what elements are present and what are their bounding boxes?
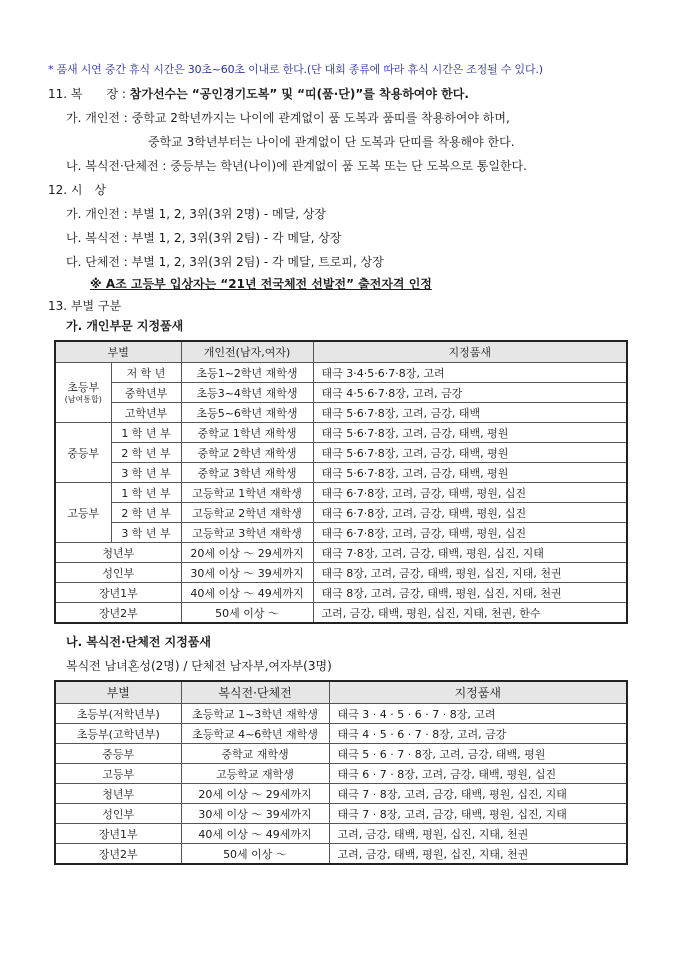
section-13-b-subtitle: 복식전 남녀혼성(2명) / 단체전 남자부,여자부(3명) — [66, 659, 332, 673]
poomsae-list: 태극 5·6·7·8장, 고려, 금강, 태백 — [313, 403, 627, 423]
eligibility: 30세 이상 ～ 39세까지 — [181, 563, 313, 583]
poomsae-list: 고려, 금강, 태백, 평원, 십진, 지태, 천권 — [329, 824, 627, 844]
eligibility: 20세 이상 ～ 29세까지 — [181, 784, 329, 804]
section-11-item-a: 가. 개인전 : 중학교 2학년까지는 나이에 관계없이 품 도복과 품띠를 착용하여야 하며, — [66, 111, 510, 125]
eligibility: 고등학교 재학생 — [181, 764, 329, 784]
section-13-b-title: 나. 복식전·단체전 지정품새 — [66, 635, 211, 649]
pair-team-poomsae-table — [54, 680, 628, 865]
section-12-note: ※ A조 고등부 입상자는 “21년 전국체전 선발전” 출전자격 인정 — [90, 277, 432, 291]
section-12-item-b: 나. 복식전 : 부별 1, 2, 3위(3위 2팀) - 각 메달, 상장 — [66, 231, 342, 245]
sub-division: 1 학 년 부 — [111, 483, 181, 503]
table-row — [55, 583, 627, 603]
table-header-row — [55, 681, 627, 704]
division: 장년2부 — [55, 844, 181, 865]
section-11-item-b: 나. 복식전·단체전 : 중등부는 학년(나이)에 관계없이 품 도복 또는 단 도복으로 통일한다. — [66, 159, 527, 173]
table-row — [55, 724, 627, 744]
eligibility: 중학교 2학년 재학생 — [181, 443, 313, 463]
sub-division: 고학년부 — [111, 403, 181, 423]
eligibility: 20세 이상 ～ 29세까지 — [181, 543, 313, 563]
eligibility: 초등1~2학년 재학생 — [181, 363, 313, 383]
group-elementary — [55, 363, 111, 423]
eligibility: 40세 이상 ～ 49세까지 — [181, 824, 329, 844]
eligibility: 초등3~4학년 재학생 — [181, 383, 313, 403]
eligibility: 30세 이상 ～ 39세까지 — [181, 804, 329, 824]
eligibility: 중학교 재학생 — [181, 744, 329, 764]
header-division: 부별 — [55, 341, 181, 363]
poomsae-list: 고려, 금강, 태백, 평원, 십진, 지태, 천권 — [329, 844, 627, 865]
eligibility: 고등학교 1학년 재학생 — [181, 483, 313, 503]
eligibility: 50세 이상 ～ — [181, 603, 313, 624]
poomsae-list: 태극 7 · 8장, 고려, 금강, 태백, 평원, 십진, 지태 — [329, 804, 627, 824]
table-row — [55, 804, 627, 824]
table-row — [55, 844, 627, 865]
section-13-a-title: 가. 개인부문 지정품새 — [66, 319, 184, 333]
table-row — [55, 824, 627, 844]
group-middle: 중등부 — [55, 423, 111, 483]
poomsae-list: 고려, 금강, 태백, 평원, 십진, 지태, 천권, 한수 — [313, 603, 627, 624]
table-row — [55, 403, 627, 423]
header-poomsae: 지정품새 — [329, 681, 627, 704]
rest-time-notice: * 품새 시연 중간 휴식 시간은 30초~60초 이내로 한다.(단 대회 종류에 따라 휴식 시간은 조정될 수 있다.) — [48, 63, 543, 76]
table-row — [55, 423, 627, 443]
table-header-row — [55, 341, 627, 363]
table-row — [55, 523, 627, 543]
poomsae-list: 태극 3·4·5·6·7·8장, 고려 — [313, 363, 627, 383]
division: 고등부 — [55, 764, 181, 784]
section-12-heading: 12. 시 상 — [48, 183, 107, 197]
table-row — [55, 443, 627, 463]
division: 장년1부 — [55, 824, 181, 844]
table-row — [55, 543, 627, 563]
poomsae-list: 태극 5 · 6 · 7 · 8장, 고려, 금강, 태백, 평원 — [329, 744, 627, 764]
sub-division: 저 학 년 — [111, 363, 181, 383]
table-row — [55, 363, 627, 383]
header-pair-team: 복식전·단체전 — [181, 681, 329, 704]
eligibility: 중학교 3학년 재학생 — [181, 463, 313, 483]
division: 청년부 — [55, 784, 181, 804]
poomsae-list: 태극 6 · 7 · 8장, 고려, 금강, 태백, 평원, 십진 — [329, 764, 627, 784]
table-row — [55, 503, 627, 523]
table-row — [55, 603, 627, 624]
section-12-item-c: 다. 단체전 : 부별 1, 2, 3위(3위 2팀) - 각 메달, 트로피, 상장 — [66, 255, 384, 269]
division: 장년1부 — [55, 583, 181, 603]
header-division: 부별 — [55, 681, 181, 704]
header-individual: 개인전(남자,여자) — [181, 341, 313, 363]
division: 성인부 — [55, 563, 181, 583]
division: 청년부 — [55, 543, 181, 563]
poomsae-list: 태극 7·8장, 고려, 금강, 태백, 평원, 십진, 지태 — [313, 543, 627, 563]
poomsae-list: 태극 8장, 고려, 금강, 태백, 평원, 십진, 지태, 천권 — [313, 563, 627, 583]
table-row — [55, 704, 627, 724]
table-row — [55, 463, 627, 483]
poomsae-list: 태극 6·7·8장, 고려, 금강, 태백, 평원, 십진 — [313, 523, 627, 543]
section-12-item-a: 가. 개인전 : 부별 1, 2, 3위(3위 2명) - 메달, 상장 — [66, 207, 327, 221]
eligibility: 50세 이상 ～ — [181, 844, 329, 865]
poomsae-list: 태극 4·5·6·7·8장, 고려, 금강 — [313, 383, 627, 403]
division: 성인부 — [55, 804, 181, 824]
poomsae-list: 태극 7 · 8장, 고려, 금강, 태백, 평원, 십진, 지태 — [329, 784, 627, 804]
eligibility: 초등5~6학년 재학생 — [181, 403, 313, 423]
eligibility: 중학교 1학년 재학생 — [181, 423, 313, 443]
poomsae-list: 태극 6·7·8장, 고려, 금강, 태백, 평원, 십진 — [313, 483, 627, 503]
eligibility: 고등학교 2학년 재학생 — [181, 503, 313, 523]
table-row — [55, 744, 627, 764]
sub-division: 중학년부 — [111, 383, 181, 403]
sub-division: 2 학 년 부 — [111, 503, 181, 523]
eligibility: 초등학교 4~6학년 재학생 — [181, 724, 329, 744]
eligibility: 40세 이상 ～ 49세까지 — [181, 583, 313, 603]
poomsae-list: 태극 5·6·7·8장, 고려, 금강, 태백, 평원 — [313, 423, 627, 443]
sub-division: 3 학 년 부 — [111, 463, 181, 483]
group-high: 고등부 — [55, 483, 111, 543]
poomsae-list: 태극 5·6·7·8장, 고려, 금강, 태백, 평원 — [313, 463, 627, 483]
section-11-heading — [48, 86, 469, 102]
table-row — [55, 784, 627, 804]
division: 초등부(저학년부) — [55, 704, 181, 724]
poomsae-list: 태극 5·6·7·8장, 고려, 금강, 태백, 평원 — [313, 443, 627, 463]
poomsae-list: 태극 4 · 5 · 6 · 7 · 8장, 고려, 금강 — [329, 724, 627, 744]
table-row — [55, 563, 627, 583]
header-poomsae: 지정품새 — [313, 341, 627, 363]
division: 초등부(고학년부) — [55, 724, 181, 744]
section-13-heading: 13. 부별 구분 — [48, 299, 122, 313]
section-11-label: 11. 복 장 : — [48, 87, 130, 101]
individual-poomsae-table — [54, 340, 628, 624]
poomsae-list: 태극 6·7·8장, 고려, 금강, 태백, 평원, 십진 — [313, 503, 627, 523]
division: 중등부 — [55, 744, 181, 764]
table-row — [55, 764, 627, 784]
poomsae-list: 태극 8장, 고려, 금강, 태백, 평원, 십진, 지태, 천권 — [313, 583, 627, 603]
eligibility: 초등학교 1~3학년 재학생 — [181, 704, 329, 724]
section-11-item-a-cont: 중학교 3학년부터는 나이에 관계없이 단 도복과 단띠를 착용해야 한다. — [148, 135, 515, 149]
division: 장년2부 — [55, 603, 181, 624]
sub-division: 3 학 년 부 — [111, 523, 181, 543]
table-row — [55, 483, 627, 503]
group-elementary-sub: (남여통합) — [64, 394, 102, 404]
poomsae-list: 태극 3 · 4 · 5 · 6 · 7 · 8장, 고려 — [329, 704, 627, 724]
table-row — [55, 383, 627, 403]
sub-division: 2 학 년 부 — [111, 443, 181, 463]
section-11-title: 참가선수는 “공인경기도복” 및 “띠(품·단)”를 착용하여야 한다. — [129, 87, 469, 101]
sub-division: 1 학 년 부 — [111, 423, 181, 443]
group-elementary-label: 초등부 — [67, 380, 100, 394]
eligibility: 고등학교 3학년 재학생 — [181, 523, 313, 543]
